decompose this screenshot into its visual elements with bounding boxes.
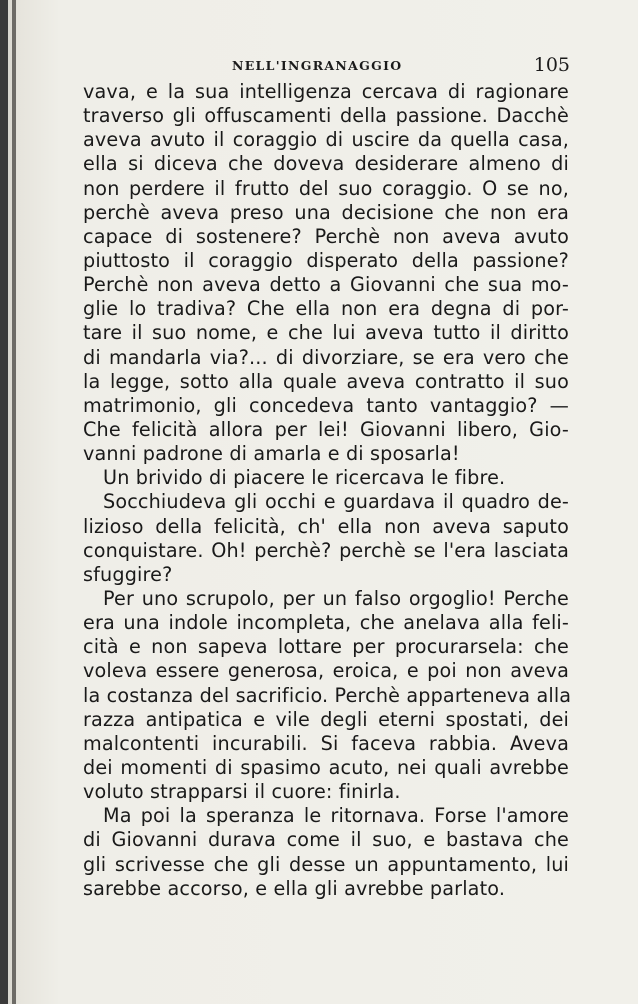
text-line: capace di sostenere? Perchè non aveva avuto — [83, 224, 569, 248]
text-line: di Giovanni durava come il suo, e bastava che — [83, 828, 569, 852]
text-line: sfuggire? — [83, 562, 173, 586]
text-line: conquistare. Oh! perchè? perchè se l'era lasciata — [83, 538, 569, 562]
text-line: voluto strapparsi il cuore: finirla. — [83, 780, 401, 804]
text-line: di mandarla via?... di divorziare, se era vero che — [83, 345, 569, 369]
text-line: Che felicità allora per lei! Giovanni libero, Gio- — [83, 417, 569, 441]
text-line: glie lo tradiva? Che ella non era degna di por- — [83, 297, 569, 321]
text-line: malcontenti incurabili. Si faceva rabbia. Aveva — [83, 731, 569, 755]
text-line: matrimonio, gli concedeva tanto vantaggio? — — [83, 393, 569, 417]
text-line: Perchè non aveva detto a Giovanni che sua mo- — [83, 273, 569, 297]
page-binding-shadow — [0, 0, 8, 1004]
text-line: la legge, sotto alla quale aveva contratto il suo — [83, 369, 569, 393]
text-line: tare il suo nome, e che lui aveva tutto il diritto — [83, 321, 569, 345]
text-line: razza antipatica e vile degli eterni spostati, dei — [83, 707, 569, 731]
text-line: Un brivido di piacere le ricercava le fibre. — [103, 466, 506, 490]
text-line: piuttosto il coraggio disperato della passione? — [83, 248, 569, 272]
body-text — [83, 80, 572, 901]
text-line: voleva essere generosa, eroica, e poi non aveva — [83, 659, 569, 683]
text-line: Per uno scrupolo, per un falso orgoglio! Perche — [103, 586, 569, 610]
text-line: lizioso della felicità, ch' ella non aveva saputo — [83, 514, 569, 538]
text-line: ella si diceva che doveva desiderare almeno di — [83, 152, 569, 176]
text-line: perchè aveva preso una decisione che non era — [83, 200, 569, 224]
text-line: vava, e la sua intelligenza cercava di ragionare — [83, 80, 569, 103]
text-line: cità e non sapeva lottare per procurarsela: che — [83, 635, 569, 659]
page-header — [82, 54, 572, 82]
text-line: Socchiudeva gli occhi e guardava il quadro de- — [103, 490, 569, 514]
text-line: Ma poi la speranza le ritornava. Forse l'amore — [103, 804, 569, 828]
text-line: dei momenti di spasimo acuto, nei quali avrebbe — [83, 755, 569, 779]
text-line: aveva avuto il coraggio di uscire da quella casa, — [83, 128, 569, 152]
running-title: NELL'INGRANAGGIO — [232, 58, 403, 73]
text-line: la costanza del sacrificio. Perchè apparteneva alla — [83, 683, 572, 707]
text-line: gli scrivesse che gli desse un appuntamento, lui — [83, 852, 569, 876]
text-line: sarebbe accorso, e ella gli avrebbe parlato. — [83, 876, 506, 900]
text-line: era una indole incompleta, che anelava alla feli- — [83, 611, 569, 635]
page-binding-edge — [12, 0, 16, 1004]
page-number: 105 — [533, 54, 570, 76]
text-line: vanni padrone di amarla e di sposarla! — [83, 442, 460, 466]
text-line: traverso gli offuscamenti della passione. Dacchè — [83, 104, 569, 128]
text-line: non perdere il frutto del suo coraggio. O se no, — [83, 176, 569, 200]
